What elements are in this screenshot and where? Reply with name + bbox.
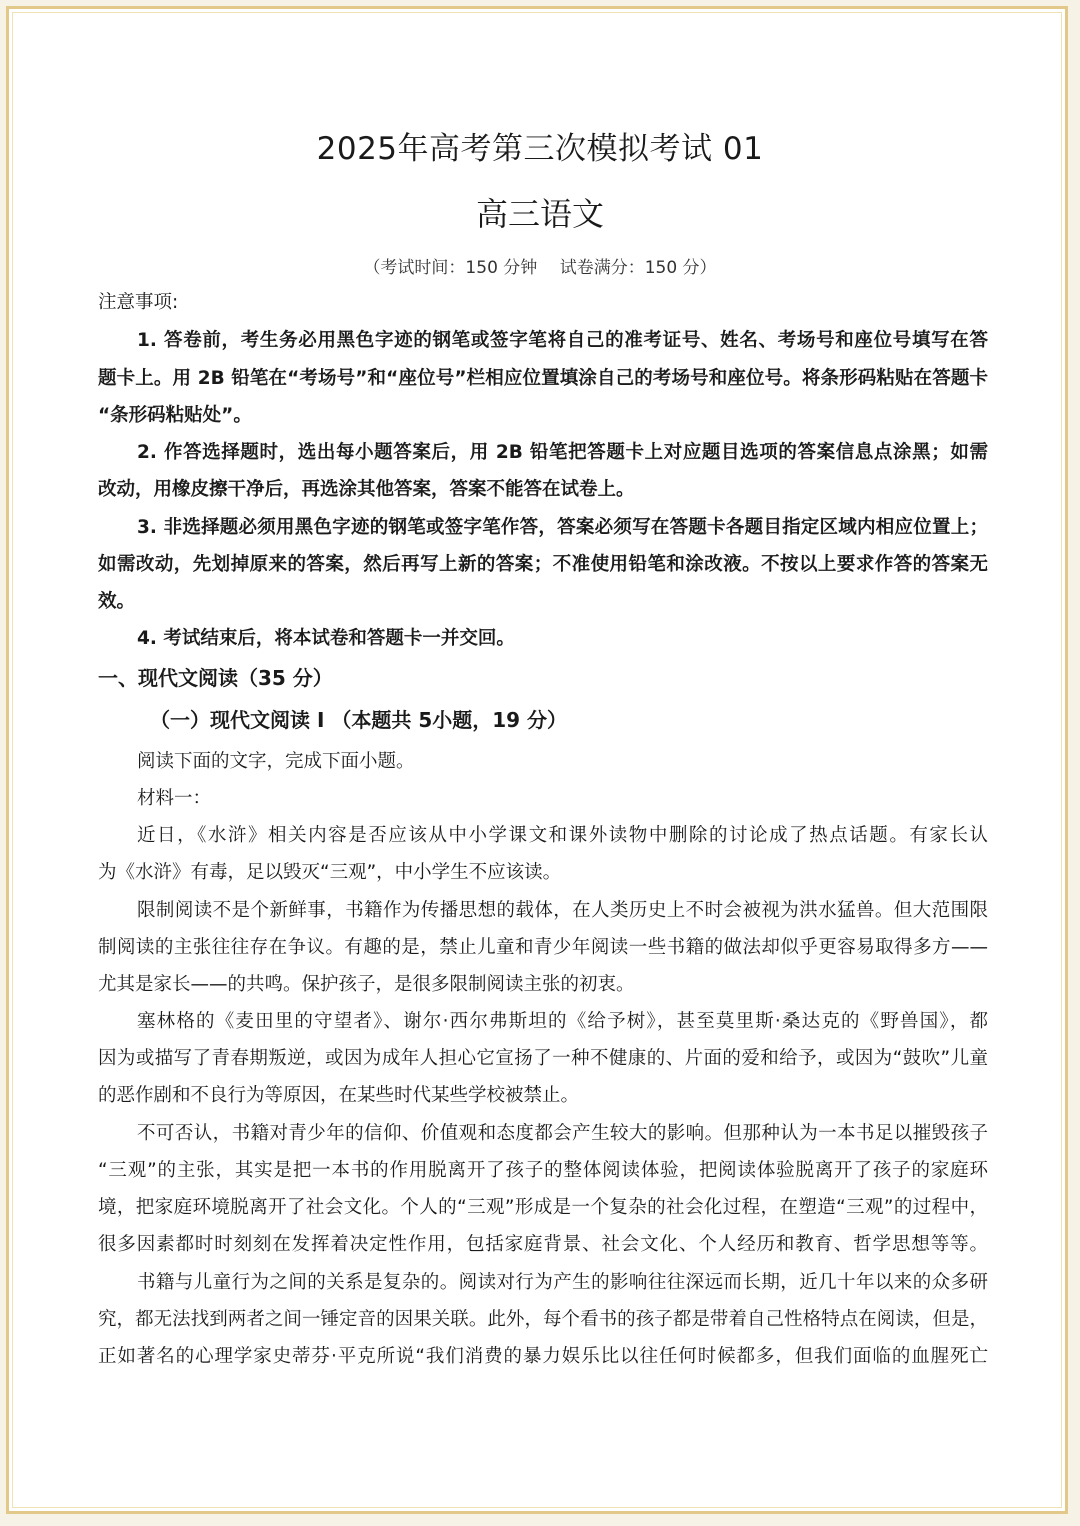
body-line: 限制阅读不是个新鲜事，书籍作为传播思想的载体，在人类历史上不时会被视为洪水猛兽。但大范围限 — [137, 900, 988, 921]
body-line: 究，都无法找到两者之间一锤定音的因果关联。此外，每个看书的孩子都是带着自己性格特点在阅读，但是， — [98, 1309, 988, 1330]
notice-line: 3. 非选择题必须用黑色字迹的钢笔或签字笔作答，答案必须写在答题卡各题目指定区域内相应位置上； — [137, 517, 988, 538]
body-line: 尤其是家长——的共鸣。保护孩子，是很多限制阅读主张的初衷。 — [98, 974, 635, 995]
body-line: 为《水浒》有毒，足以毁灭“三观”，中小学生不应该读。 — [98, 862, 562, 883]
exam-title: 2025年高考第三次模拟考试 01 — [316, 131, 764, 167]
material-label: 材料一： — [137, 788, 212, 809]
body-line: 近日，《水浒》相关内容是否应该从中小学课文和课外读物中删除的讨论成了热点话题。有家长认 — [137, 825, 988, 846]
notice-line: 效。 — [98, 591, 136, 612]
exam-meta: （考试时间：150 分钟 试卷满分：150 分） — [363, 258, 717, 278]
notice-line: 如需改动，先划掉原来的答案，然后再写上新的答案；不准使用铅笔和涂改液。不按以上要求作答的答案无 — [98, 554, 988, 575]
reading-instruction: 阅读下面的文字，完成下面小题。 — [137, 751, 415, 772]
notice-heading: 注意事项: — [98, 292, 179, 313]
exam-subject: 高三语文 — [475, 195, 604, 233]
body-line: 正如著名的心理学家史蒂芬·平克所说“我们消费的暴力娱乐比以往任何时候都多，但我们面临的血腥死亡 — [98, 1346, 988, 1367]
notice-line: 4. 考试结束后，将本试卷和答题卡一并交回。 — [137, 628, 515, 649]
body-line: 境，把家庭环境脱离开了社会文化。个人的“三观”形成是一个复杂的社会化过程，在塑造“三观”的过程中， — [98, 1197, 988, 1218]
notice-line: 2. 作答选择题时，选出每小题答案后，用 2B 铅笔把答题卡上对应题目选项的答案信息点涂黑；如需 — [137, 442, 988, 463]
subsection-heading: （一）现代文阅读 I （本题共 5小题，19 分） — [150, 708, 568, 732]
body-line: 的恶作剧和不良行为等原因，在某些时代某些学校被禁止。 — [98, 1085, 580, 1106]
notice-line: “条形码粘贴处”。 — [98, 405, 252, 426]
body-line: 不可否认，书籍对青少年的信仰、价值观和态度都会产生较大的影响。但那种认为一本书足以摧毁孩子 — [137, 1123, 988, 1144]
body-line: 塞林格的《麦田里的守望者》、谢尔·西尔弗斯坦的《给予树》，甚至莫里斯·桑达克的《野兽国》，都 — [137, 1011, 988, 1032]
body-line: 因为或描写了青春期叛逆，或因为成年人担心它宣扬了一种不健康的、片面的爱和给予，或因为“鼓吹”儿童 — [98, 1048, 988, 1069]
section-heading: 一、现代文阅读（35 分） — [98, 666, 333, 690]
body-line: 很多因素都时时刻刻在发挥着决定性作用，包括家庭背景、社会文化、个人经历和教育、哲学思想等等。 — [98, 1234, 988, 1255]
notice-line: 改动，用橡皮擦干净后，再选涂其他答案，答案不能答在试卷上。 — [98, 479, 635, 500]
notice-line: 1. 答卷前，考生务必用黑色字迹的钢笔或签字笔将自己的准考证号、姓名、考场号和座位号填写在答 — [137, 330, 988, 351]
body-line: 书籍与儿童行为之间的关系是复杂的。阅读对行为产生的影响往往深远而长期，近几十年以来的众多研 — [137, 1272, 988, 1293]
body-line: 制阅读的主张往往存在争议。有趣的是，禁止儿童和青少年阅读一些书籍的做法却似乎更容易取得多方—— — [98, 937, 988, 958]
notice-line: 题卡上。用 2B 铅笔在“考场号”和“座位号”栏相应位置填涂自己的考场号和座位号。将条形码粘贴在答题卡 — [98, 368, 988, 389]
body-line: “三观”的主张，其实是把一本书的作用脱离开了孩子的整体阅读体验，把阅读体验脱离开了孩子的家庭环 — [98, 1160, 988, 1181]
